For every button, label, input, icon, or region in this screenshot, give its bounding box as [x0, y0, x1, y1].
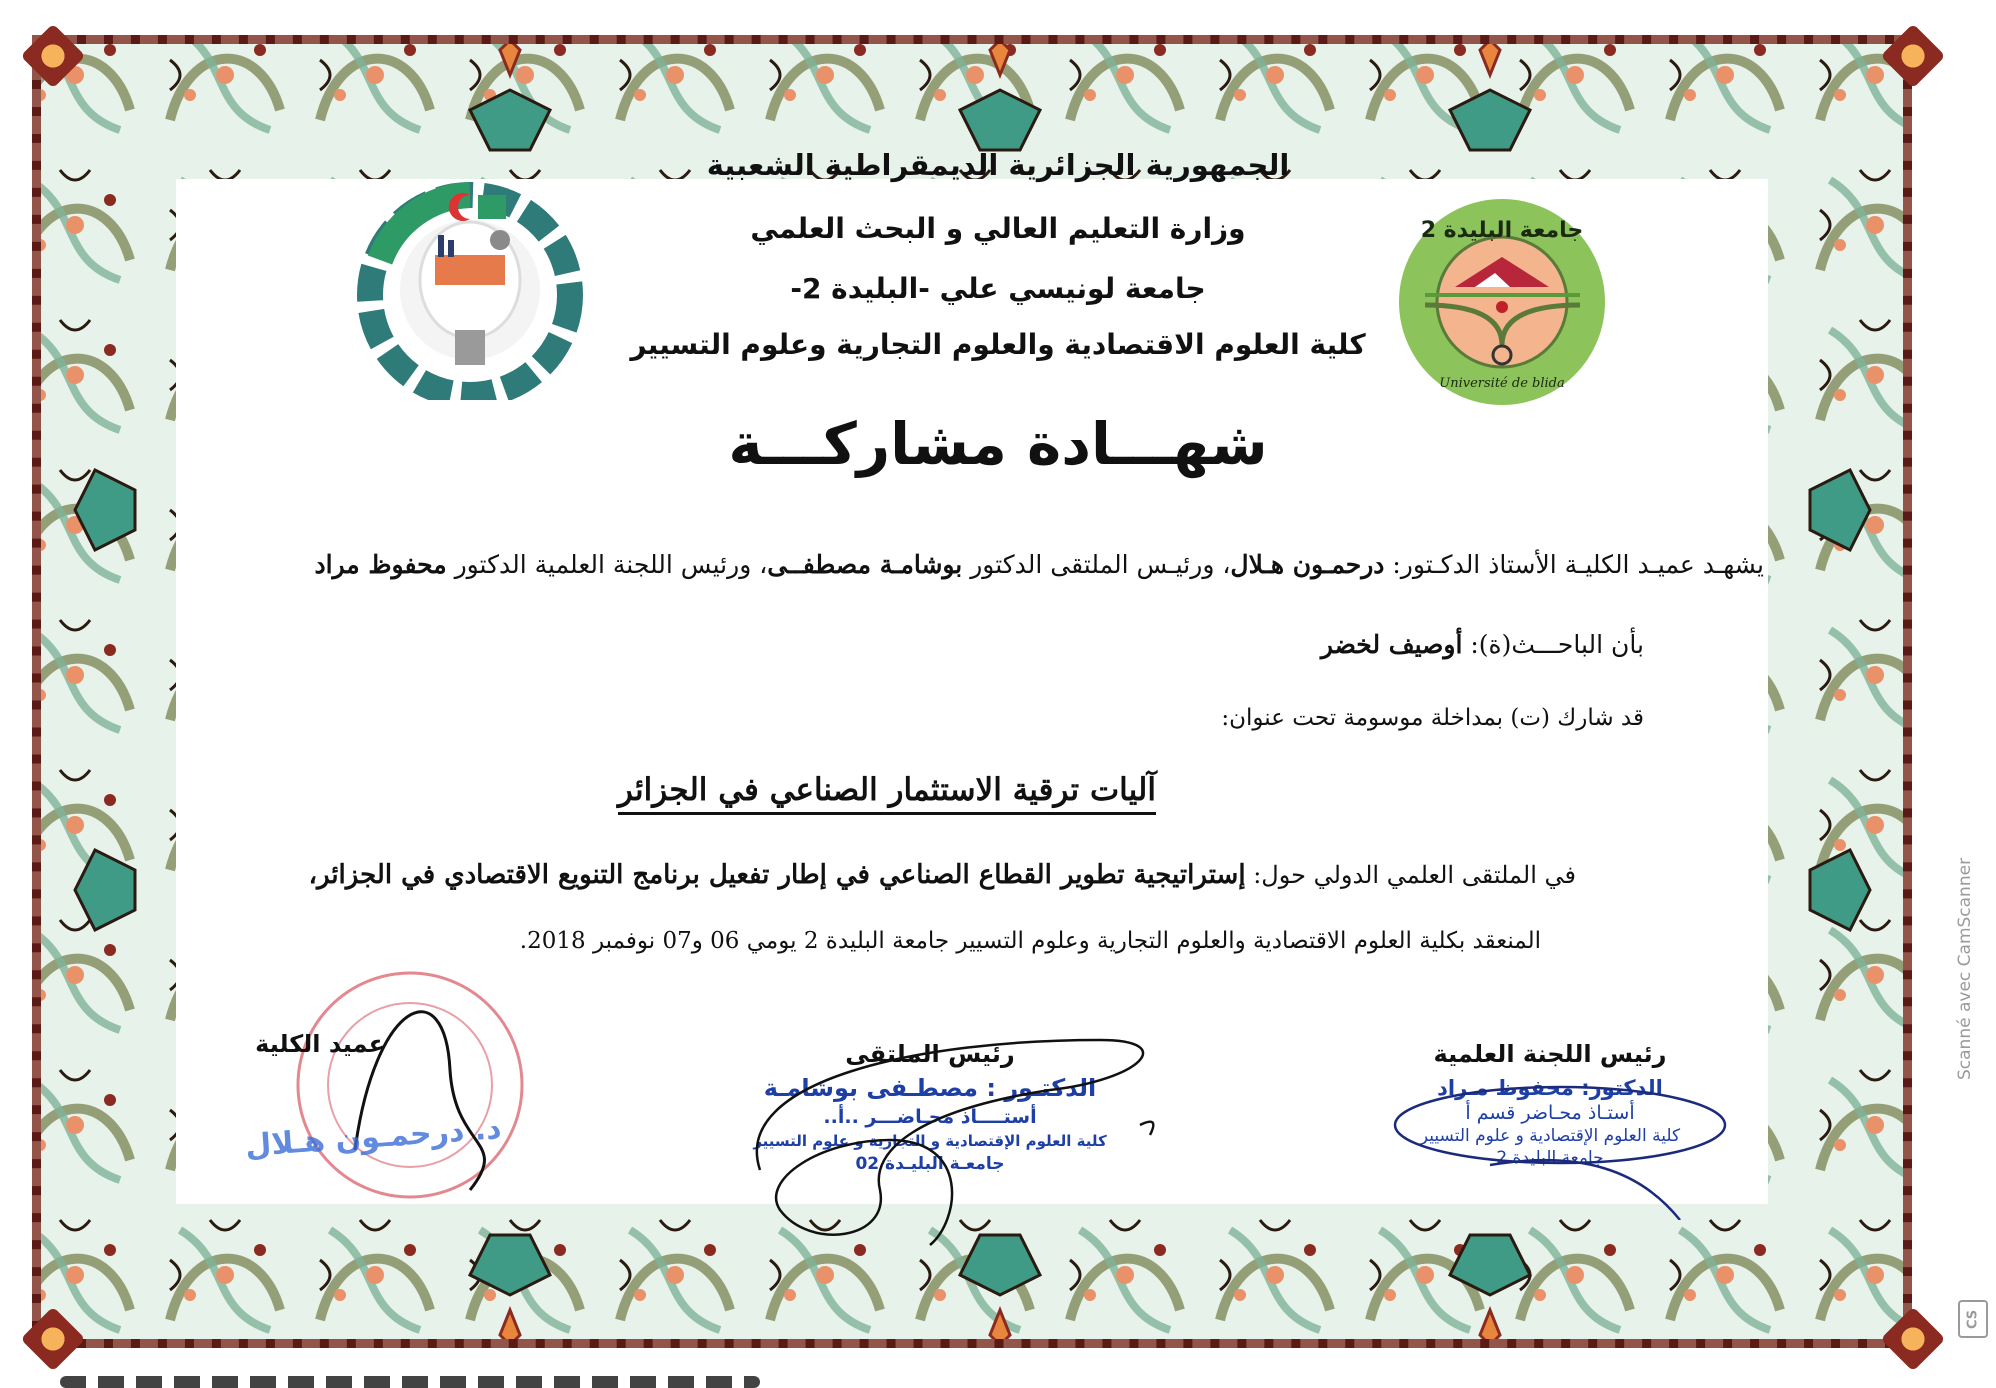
participation-line: قد شارك (ت) بمداخلة موسومة تحت عنوان:	[1221, 705, 1644, 731]
attestation-mid2: ، ورئيس اللجنة العلمية الدكتور	[446, 550, 768, 579]
paper-title	[618, 772, 1156, 808]
attestation-line	[314, 550, 1764, 579]
dean-signature-block	[245, 1030, 385, 1058]
lightbulb-factory-gear-logo	[350, 180, 590, 400]
logo-latin-text: Université de blida	[1439, 376, 1565, 391]
camscanner-watermark: Scanné avec CamScanner	[1955, 857, 1975, 1080]
committee-chair-name: محفوظ مراد	[314, 550, 447, 579]
conference-chair-label: رئيس الملتقى	[845, 1040, 1015, 1068]
header-ministry: وزارة التعليم العالي و البحث العلمي	[750, 212, 1246, 245]
researcher-prefix: بأن الباحـــث(ة):	[1462, 630, 1644, 659]
logo-arabic-text: جامعة البليدة 2	[1420, 218, 1584, 243]
conference-stamp-line: جامعـة البليـدة 02	[855, 1154, 1005, 1174]
dean-label: عميد الكلية	[255, 1030, 385, 1058]
venue-date-line: المنعقد بكلية العلوم الاقتصادية والعلوم التجارية وعلوم التسيير جامعة البليدة 2 يومي 06 و07 نوفمبر 2018.	[519, 928, 1541, 954]
header-university: جامعة لونيسي علي -البليدة 2-	[790, 272, 1206, 305]
conference-line	[309, 860, 1576, 890]
dean-stamp	[245, 960, 575, 1200]
committee-stamp-line: أستـاذ محـاضر قسم أ	[1465, 1102, 1635, 1124]
conference-stamp-line: الدكتـور : مصطـفى بوشامـة	[763, 1074, 1097, 1102]
researcher-name: أوصيف لخضر	[1320, 630, 1463, 659]
header-republic: الجمهورية الجزائرية الديمقراطية الشعبية	[706, 148, 1290, 182]
conference-prefix: في الملتقى العلمي الدولي حول:	[1245, 861, 1576, 889]
committee-stamp-line: كلية العلوم الإقتصادية و علوم التسيير	[1419, 1126, 1681, 1146]
attestation-prefix: يشهـد عميـد الكليـة الأستاذ الدكـتور:	[1384, 550, 1764, 579]
conference-title: إستراتيجية تطوير القطاع الصناعي في إطار تفعيل برنامج التنويع الاقتصادي في الجزائر،	[308, 860, 1246, 890]
committee-chair-label: رئيس اللجنة العلمية	[1433, 1040, 1667, 1068]
conference-chair-signature	[720, 1020, 1180, 1250]
researcher-line	[1321, 630, 1644, 659]
camscanner-badge: CS	[1958, 1300, 1988, 1338]
header-faculty: كلية العلوم الاقتصادية والعلوم التجارية وعلوم التسيير	[630, 328, 1366, 361]
scan-edge-marks	[60, 1376, 760, 1388]
university-blida-2-logo	[1395, 195, 1610, 410]
dean-name: درحمـون هـلال	[1230, 550, 1385, 579]
dean-stamp-name: د. درحمـون هـلال	[244, 1111, 503, 1164]
conference-chair-name: بوشامـة مصطفــى	[767, 550, 963, 579]
certificate-title: شهـــادة مشاركـــة	[728, 410, 1268, 478]
attestation-mid: ، ورئيـس الملتقى الدكتور	[962, 550, 1231, 579]
committee-stamp-line: الدكتور: محفوظ مـراد	[1437, 1076, 1663, 1100]
committee-chair-signature	[1380, 1070, 1740, 1220]
paper-title-text: آليات ترقية الاستثمار الصناعي في الجزائر	[618, 772, 1156, 815]
committee-stamp-line: جامعة البليدة 2	[1496, 1148, 1604, 1168]
conference-stamp-line: كلية العلوم الإقتصادية و التجارية و علوم التسيير	[753, 1132, 1107, 1150]
conference-stamp-line: أستــــاذ محـاضـــر ..أ..	[823, 1106, 1037, 1128]
